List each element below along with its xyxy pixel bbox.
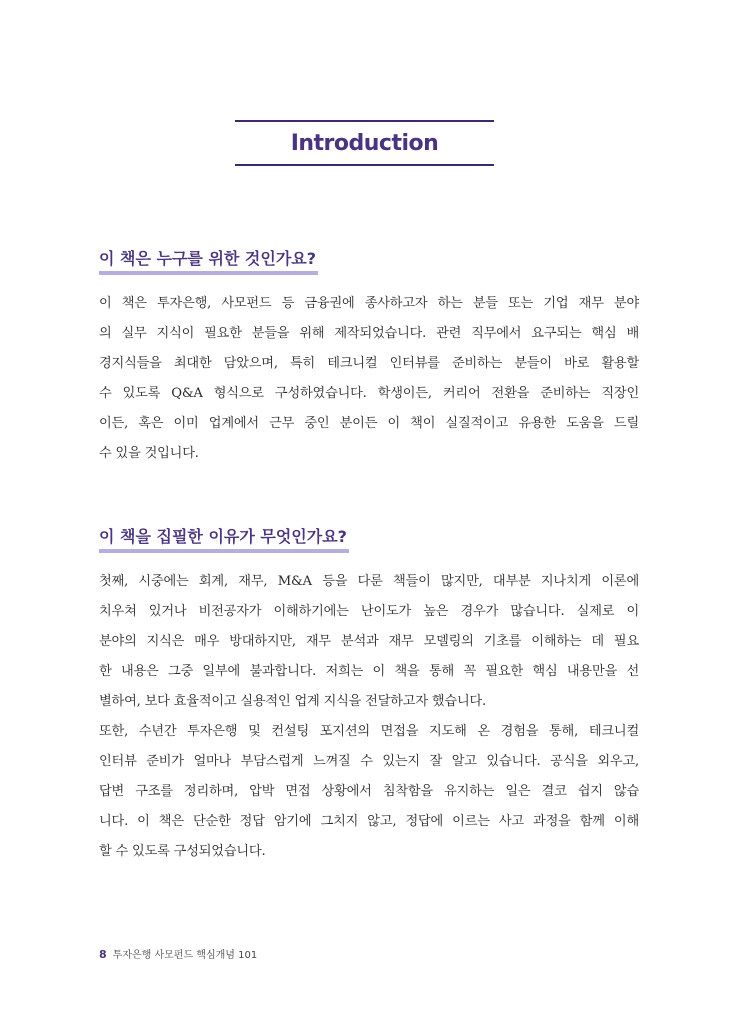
page-footer (99, 946, 257, 961)
section-who (99, 246, 639, 469)
body-line: 이든, 혹은 이미 업계에서 근무 중인 분이든 이 책이 실질적이고 유용한 도움을 드릴 (99, 416, 639, 431)
body-line: 별하여, 보다 효율적이고 실용적인 업계 지식을 전달하고자 했습니다. (99, 694, 487, 709)
body-line: 인터뷰 준비가 얼마나 부담스럽게 느껴질 수 있는지 잘 알고 있습니다. 공식을 외우고, (99, 754, 639, 769)
body-line: 니다. 이 책은 단순한 정답 암기에 그치지 않고, 정답에 이르는 사고 과정을 함께 이해 (99, 814, 639, 829)
page-number: 8 (99, 948, 107, 961)
body-line: 또한, 수년간 투자은행 및 컨설팅 포지션의 면접을 지도해 온 경험을 통해, 테크니컬 (99, 724, 639, 739)
body-line: 한 내용은 그중 일부에 불과합니다. 저희는 이 책을 통해 꼭 필요한 핵심 내용만을 선 (99, 664, 639, 679)
section-heading: 이 책은 누구를 위한 것인가요? (99, 246, 318, 275)
section-heading: 이 책을 집필한 이유가 무엇인가요? (99, 524, 349, 553)
body-line: 분야의 지식은 매우 방대하지만, 재무 분석과 재무 모델링의 기초를 이해하는 데 필요 (99, 634, 639, 649)
body-line: 답변 구조를 정리하며, 압박 면접 상황에서 침착함을 유지하는 일은 결코 쉽지 않습 (99, 784, 639, 799)
body-line: 수 있도록 Q&A 형식으로 구성하였습니다. 학생이든, 커리어 전환을 준비하는 직장인 (99, 386, 639, 401)
section-why (99, 524, 639, 867)
body-line: 치우쳐 있거나 비전공자가 이해하기에는 난이도가 높은 경우가 많습니다. 실제로 이 (99, 604, 639, 619)
title-block (235, 120, 494, 166)
body-line: 의 실무 지식이 필요한 분들을 위해 제작되었습니다. 관련 직무에서 요구되는 핵심 배 (99, 326, 639, 341)
body-line: 이 책은 투자은행, 사모펀드 등 금융권에 종사하고자 하는 분들 또는 기업 재무 분야 (99, 296, 639, 311)
body-line: 경지식들을 최대한 담았으며, 특히 테크니컬 인터뷰를 준비하는 분들이 바로 활용할 (99, 356, 639, 371)
body-line: 수 있을 것입니다. (99, 446, 199, 461)
book-title: 투자은행 사모펀드 핵심개념 101 (112, 950, 258, 961)
body-line: 첫째, 시중에는 회계, 재무, M&A 등을 다룬 책들이 많지만, 대부분 지나치게 이론에 (99, 574, 639, 589)
page-title: Introduction (290, 130, 439, 156)
body-line: 할 수 있도록 구성되었습니다. (99, 844, 266, 859)
